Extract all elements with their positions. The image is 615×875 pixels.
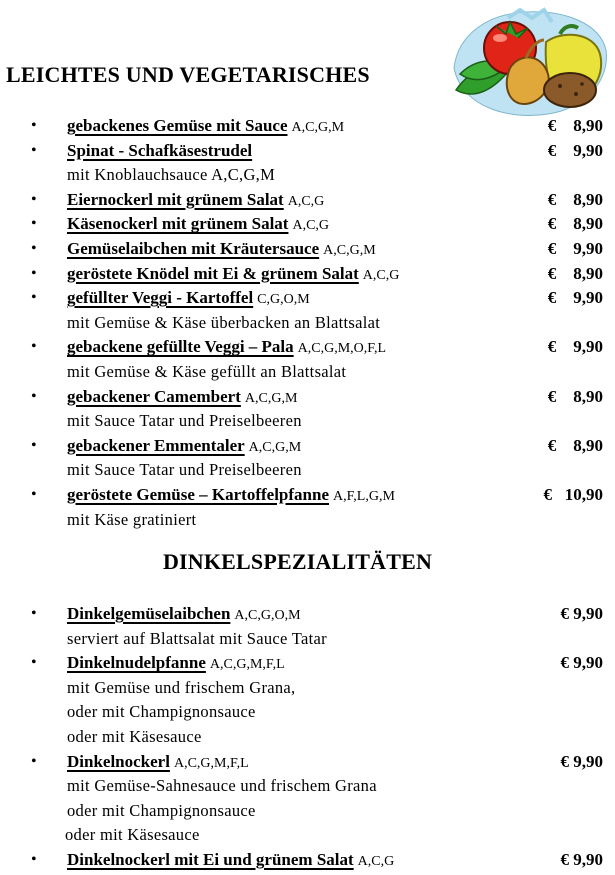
allergen-codes: A,C,G: [292, 218, 330, 234]
dish-description: mit Käse gratiniert: [67, 509, 197, 529]
menu-item: [0, 212, 615, 237]
vegetables-clipart-icon: [448, 4, 608, 120]
bullet-icon: •: [31, 141, 37, 159]
dish-price: € 9,90: [547, 140, 603, 160]
dish-name: [67, 651, 285, 678]
dish-name-text: geröstete Knödel mit Ei & grünem Salat: [67, 263, 359, 283]
dish-name: [67, 139, 252, 164]
dish-name-text: Dinkelnudelpfanne: [67, 653, 206, 673]
allergen-codes: A,C,G: [287, 193, 325, 209]
dish-name: [67, 114, 344, 141]
bullet-icon: •: [31, 190, 37, 208]
dish-name: [67, 602, 301, 629]
dish-description: mit Gemüse-Sahnesauce und frischem Grana: [67, 776, 377, 796]
section-title-spelt: DINKELSPEZIALITÄTEN: [162, 549, 433, 574]
dish-name-text: Dinkelnockerl: [67, 751, 170, 771]
dish-name-text: gebackener Emmentaler: [67, 435, 245, 455]
dish-description: mit Gemüse & Käse gefüllt an Blattsalat: [67, 361, 347, 381]
dish-name: [67, 750, 249, 777]
bullet-icon: •: [31, 239, 37, 257]
dish-price: € 9,90: [560, 849, 603, 869]
dish-description: mit Gemüse & Käse überbacken an Blattsalat: [67, 312, 381, 332]
dish-name-text: Dinkelnockerl mit Ei und grünem Salat: [67, 849, 354, 869]
bullet-icon: •: [31, 654, 37, 672]
allergen-codes: A,C,G,M,O,F,L: [297, 341, 386, 357]
dish-description: mit Knoblauchsauce A,C,G,M: [67, 165, 276, 185]
dish-price: € 8,90: [547, 214, 603, 234]
bullet-icon: •: [31, 264, 37, 282]
menu-item: [0, 286, 615, 335]
dish-name: [67, 434, 301, 461]
allergen-codes: A,F,L,G,M: [333, 488, 395, 504]
menu-list-vegetarian: [0, 114, 615, 532]
dish-description: oder mit Käsesauce: [67, 726, 202, 746]
allergen-codes: A,C,G,M: [291, 120, 345, 135]
menu-item: [0, 335, 615, 384]
dish-name-text: gebackene gefüllte Veggi – Pala: [67, 337, 294, 357]
dish-name: [67, 262, 399, 289]
dish-price: € 9,90: [560, 604, 603, 623]
menu-item: [0, 114, 615, 139]
bullet-icon: •: [31, 338, 37, 356]
menu-item: [0, 237, 615, 262]
dish-price: € 8,90: [547, 116, 603, 135]
dish-name-text: Dinkelgemüselaibchen: [67, 604, 231, 623]
dish-price: € 9,90: [547, 337, 603, 357]
dish-name-text: geröstete Gemüse – Kartoffelpfanne: [67, 484, 330, 504]
dish-name: [67, 286, 310, 313]
bullet-icon: •: [31, 289, 37, 307]
dish-price: € 8,90: [547, 386, 603, 406]
dish-description: oder mit Käsesauce: [65, 825, 200, 845]
menu-item: [0, 434, 615, 483]
menu-item: [0, 385, 615, 434]
dish-description: mit Sauce Tatar und Preiselbeeren: [67, 411, 302, 431]
dish-name-text: Eiernockerl mit grünem Salat: [67, 189, 284, 209]
bullet-icon: •: [31, 215, 37, 233]
allergen-codes: A,C,G,M: [244, 390, 298, 406]
dish-name: [67, 212, 329, 239]
dish-name-text: gebackener Camembert: [67, 386, 241, 406]
menu-item: [0, 602, 615, 651]
dish-price: € 9,90: [547, 238, 603, 258]
menu-item: [0, 750, 615, 848]
dish-name-text: Spinat - Schafkäsestrudel: [67, 140, 253, 160]
bullet-icon: •: [31, 485, 37, 503]
allergen-codes: A,C,G,M,F,L: [209, 657, 285, 673]
menu-item: [0, 139, 615, 188]
bullet-icon: •: [31, 605, 37, 622]
allergen-codes: A,C,G,M: [323, 242, 376, 258]
menu-item: [0, 848, 615, 873]
allergen-codes: A,C,G: [357, 853, 395, 869]
dish-price: € 9,90: [560, 751, 603, 771]
dish-name-text: Käsenockerl mit grünem Salat: [67, 214, 289, 234]
bullet-icon: •: [31, 436, 37, 454]
allergen-codes: C,G,O,M: [257, 292, 310, 308]
dish-price: € 8,90: [547, 189, 603, 209]
bullet-icon: •: [31, 117, 37, 134]
dish-price: € 8,90: [547, 263, 603, 283]
menu-list-spelt: [0, 602, 615, 873]
bullet-icon: •: [31, 387, 37, 405]
bullet-icon: •: [31, 850, 37, 868]
menu-item: [0, 483, 615, 532]
dish-description: oder mit Champignonsauce: [67, 800, 256, 820]
dish-name-text: gefüllter Veggi - Kartoffel: [67, 288, 254, 308]
menu-item: [0, 651, 615, 749]
allergen-codes: A,C,G: [362, 267, 400, 283]
dish-name: [67, 335, 386, 362]
dish-description: serviert auf Blattsalat mit Sauce Tatar: [67, 628, 327, 648]
dish-description: oder mit Champignonsauce: [67, 702, 256, 722]
dish-price: € 8,90: [547, 435, 603, 455]
dish-name: [67, 385, 297, 412]
dish-price: € 9,90: [560, 653, 603, 673]
dish-name-text: Gemüselaibchen mit Kräutersauce: [67, 238, 320, 258]
dish-name: [67, 483, 395, 510]
menu-item: [0, 262, 615, 287]
dish-description: mit Sauce Tatar und Preiselbeeren: [67, 460, 302, 480]
bullet-icon: •: [31, 752, 37, 770]
section-title-vegetarian: LEICHTES UND VEGETARISCHES: [6, 62, 370, 87]
allergen-codes: A,C,G,M: [248, 439, 302, 455]
dish-name: [67, 188, 324, 215]
dish-name-text: gebackenes Gemüse mit Sauce: [67, 116, 288, 135]
allergen-codes: A,C,G,M,F,L: [173, 755, 249, 771]
dish-name: [67, 237, 376, 264]
allergen-codes: A,C,G,O,M: [234, 608, 301, 623]
dish-price: € 10,90: [543, 484, 603, 504]
dish-price: € 9,90: [547, 288, 603, 308]
menu-item: [0, 188, 615, 213]
dish-description: mit Gemüse und frischem Grana,: [67, 677, 296, 697]
